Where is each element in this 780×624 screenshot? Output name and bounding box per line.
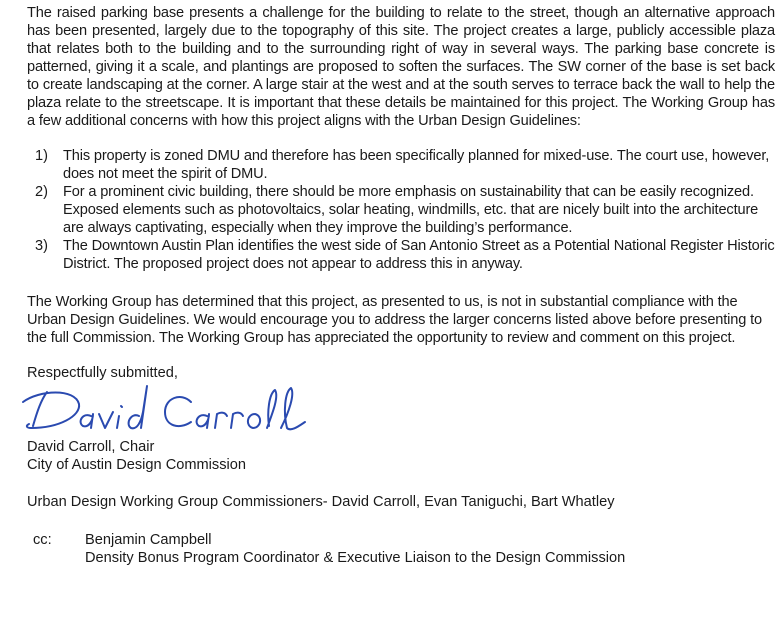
conclusion-paragraph: The Working Group has determined that this project, as presented to us, is not in substantial compliance with the Urban Design Guidelines. We would encourage you to address the larger concerns listed above before presenting to the full Commission. The Working Group has appreciated the opportunity to review and comment on this project.: [27, 294, 762, 346]
concern-number: 1): [35, 148, 48, 164]
working-group-members: Urban Design Working Group Commissioners- David Carroll, Evan Taniguchi, Bart Whatley: [27, 494, 615, 510]
concern-number: 3): [35, 238, 48, 254]
concern-item: [27, 183, 775, 237]
handwritten-signature: [19, 382, 309, 438]
concern-text: This property is zoned DMU and therefore has been specifically planned for mixed-use. The court use, however, does not meet the spirit of DMU.: [63, 148, 770, 182]
cc-name: Benjamin Campbell: [85, 532, 212, 548]
intro-paragraph: The raised parking base presents a challenge for the building to relate to the street, though an alternative approach has been presented, largely due to the topography of this site. The project creates a large, publicly accessible plaza that relates both to the building and to the surrounding right of way in several ways. The parking base concrete is patterned, giving it a scale, and plantings are proposed to soften the surfaces. The SW corner of the base is set back to create landscaping at the corner. A large stair at the west and at the south serves to terrace back the wall to help the plaza relate to the streetscape. It is important that these details be maintained for this project. The Working Group has a few additional concerns with how this project aligns with the Urban Design Guidelines:: [27, 5, 775, 129]
signer-organization: City of Austin Design Commission: [27, 457, 246, 473]
concerns-list: [27, 147, 775, 273]
closing-salutation: Respectfully submitted,: [27, 365, 178, 381]
cc-block: [27, 531, 775, 567]
letter-page: [27, 4, 775, 567]
cc-label: cc:: [33, 532, 52, 548]
concern-item: [27, 237, 775, 273]
cc-title: Density Bonus Program Coordinator & Executive Liaison to the Design Commission: [85, 550, 626, 566]
concern-text: The Downtown Austin Plan identifies the west side of San Antonio Street as a Potential National Register Historic District. The proposed project does not appear to address this in anyway.: [63, 238, 775, 272]
concern-number: 2): [35, 184, 48, 200]
concern-text: For a prominent civic building, there should be more emphasis on sustainability that can be easily recognized. Exposed elements such as photovoltaics, solar heating, windmills, etc. that are nicely built into the architecture are always captivating, especially when they improve the building’s performance.: [63, 184, 759, 236]
concern-item: [27, 147, 775, 183]
signer-name-title: David Carroll, Chair: [27, 439, 155, 455]
